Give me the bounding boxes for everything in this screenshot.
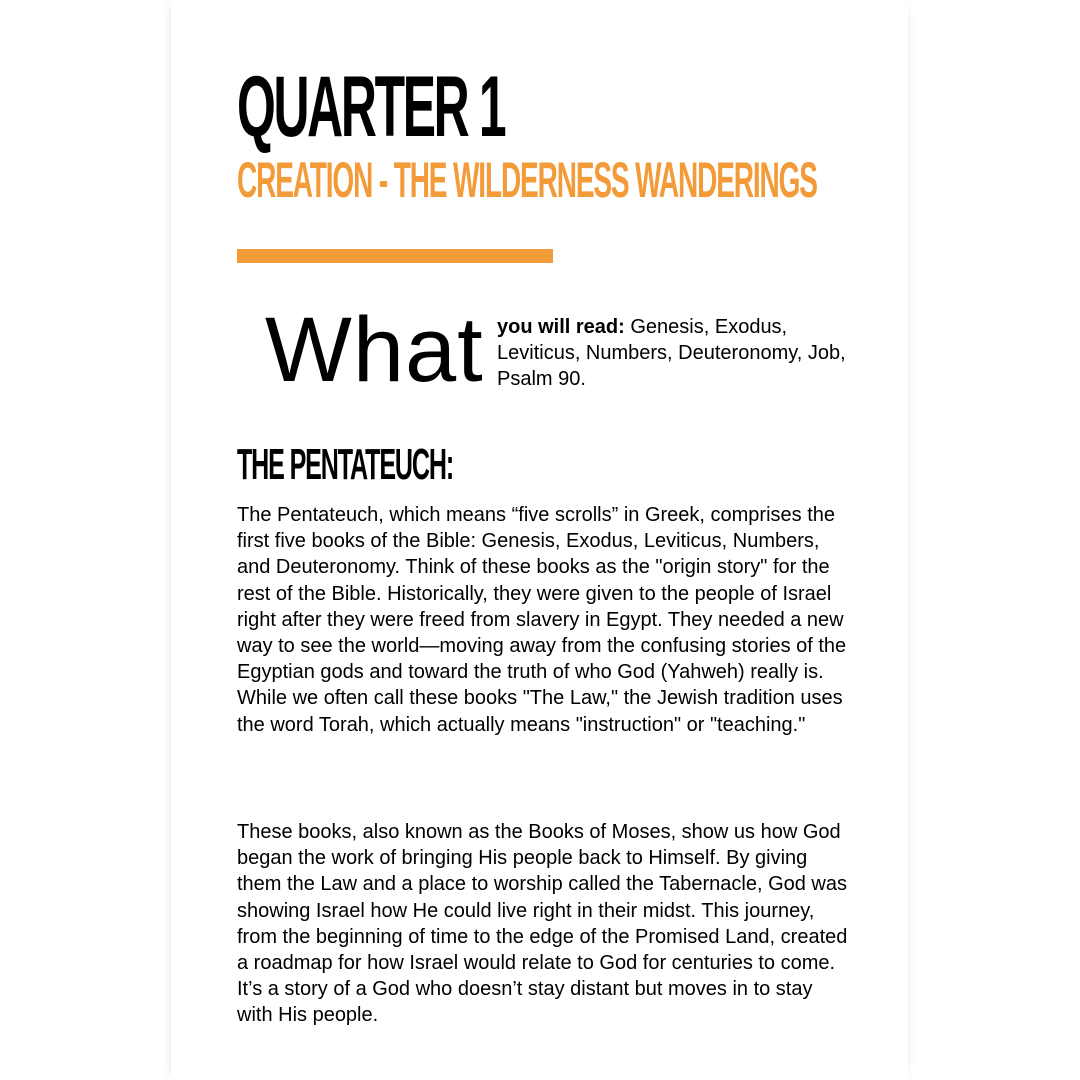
reading-list bbox=[497, 314, 847, 392]
page-subtitle: CREATION - THE WILDERNESS WANDERINGS bbox=[237, 152, 817, 208]
section-heading: THE PENTATEUCH: bbox=[237, 440, 454, 489]
reading-list-books: Genesis, Exodus, Leviticus, Numbers, Deuteronomy, Job, Psalm 90. bbox=[497, 316, 846, 390]
body-paragraph-1: The Pentateuch, which means “five scrolls” in Greek, comprises the first five books of the Bible: Genesis, Exodus, Leviticus, Numbers, and Deuteronomy. Think of these books as the "origin story" for the rest of the Bible. Historically, they were given to the people of Israel right after they were freed from slavery in Egypt. They needed a new way to see the world—moving away from the confusing stories of the Egyptian gods and toward the truth of who God (Yahweh) really is. While we often call these books "The Law," the Jewish tradition uses the word Torah, which actually means "instruction" or "teaching." bbox=[237, 504, 847, 736]
page-title: QUARTER 1 bbox=[237, 59, 505, 155]
reading-list-lead: you will read: bbox=[497, 316, 625, 338]
drop-word: What bbox=[265, 299, 484, 401]
body-paragraph-2: These books, also known as the Books of Moses, show us how God began the work of bringing His people back to Himself. By giving them the Law and a place to worship called the Tabernacle, God was showing Israel how He could live right in their midst. This journey, from the beginning of time to the edge of the Promised Land, created a roadmap for how Israel would relate to God for centuries to come. It’s a story of a God who doesn’t stay distant but moves in to stay with His people. bbox=[237, 821, 848, 1027]
accent-divider bbox=[237, 249, 553, 263]
